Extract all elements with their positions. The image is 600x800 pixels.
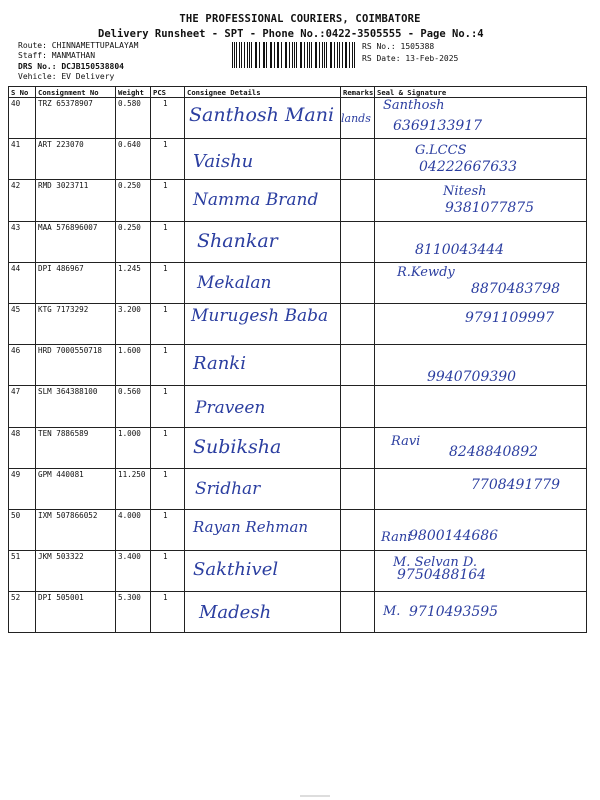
col-header: PCS bbox=[151, 87, 185, 98]
pcs-value: 1 bbox=[151, 468, 185, 509]
consignment-number: JKM 503322 bbox=[36, 551, 116, 592]
pcs-value: 1 bbox=[151, 180, 185, 221]
seal-signature-cell bbox=[375, 139, 587, 180]
weight-value: 1.600 bbox=[116, 345, 151, 386]
barcode-bar bbox=[296, 42, 297, 68]
weight-value: 0.640 bbox=[116, 139, 151, 180]
pcs-value: 1 bbox=[151, 221, 185, 262]
remarks-cell bbox=[341, 98, 375, 139]
serial-number: 51 bbox=[9, 551, 36, 592]
table-row bbox=[9, 139, 587, 180]
receiver-signature: Nitesh bbox=[443, 184, 487, 200]
seal-signature-cell bbox=[375, 98, 587, 139]
barcode-bar bbox=[304, 42, 305, 68]
barcode-bar bbox=[241, 42, 242, 68]
consignment-number: DPI 486967 bbox=[36, 262, 116, 303]
col-header: Consignment No bbox=[36, 87, 116, 98]
consignment-number: TRZ 65378907 bbox=[36, 98, 116, 139]
weight-value: 0.250 bbox=[116, 221, 151, 262]
receiver-signature: M. bbox=[383, 604, 401, 620]
barcode-bar bbox=[322, 42, 323, 68]
consignment-number: TEN 7886589 bbox=[36, 427, 116, 468]
consignee-signature: Mekalan bbox=[197, 272, 272, 293]
remarks-cell bbox=[341, 386, 375, 427]
serial-number: 49 bbox=[9, 468, 36, 509]
barcode-bar bbox=[251, 42, 252, 68]
consignee-signature: Praveen bbox=[195, 398, 266, 419]
barcode bbox=[232, 42, 356, 68]
rs-date: RS Date: 13-Feb-2025 bbox=[362, 54, 459, 63]
seal-signature-cell bbox=[375, 180, 587, 221]
barcode-bar bbox=[337, 42, 338, 68]
seal-signature-cell bbox=[375, 468, 587, 509]
weight-value: 3.400 bbox=[116, 551, 151, 592]
receiver-phone: 8870483798 bbox=[471, 280, 561, 297]
remarks-cell bbox=[341, 139, 375, 180]
consignee-cell bbox=[185, 345, 341, 386]
company-title: THE PROFESSIONAL COURIERS, COIMBATORE bbox=[179, 13, 421, 25]
weight-value: 0.250 bbox=[116, 180, 151, 221]
weight-value: 0.580 bbox=[116, 98, 151, 139]
consignment-number: RMD 3023711 bbox=[36, 180, 116, 221]
remarks-cell bbox=[341, 262, 375, 303]
seal-signature-cell bbox=[375, 386, 587, 427]
receiver-signature: Rani bbox=[381, 529, 412, 545]
pcs-value: 1 bbox=[151, 551, 185, 592]
consignee-signature: Sakthivel bbox=[193, 559, 279, 581]
pcs-value: 1 bbox=[151, 303, 185, 344]
consignee-cell bbox=[185, 427, 341, 468]
consignment-number: GPM 440081 bbox=[36, 468, 116, 509]
route-label: Route: CHINNAMETTUPALAYAM bbox=[18, 41, 139, 50]
receiver-phone: 04222667633 bbox=[419, 159, 517, 176]
consignment-number: SLM 364388100 bbox=[36, 386, 116, 427]
consignment-number: DPI 505001 bbox=[36, 592, 116, 633]
consignment-number: KTG 7173292 bbox=[36, 303, 116, 344]
consignee-cell bbox=[185, 180, 341, 221]
barcode-bar bbox=[266, 42, 267, 68]
consignee-cell bbox=[185, 386, 341, 427]
receiver-phone: 9940709390 bbox=[427, 369, 517, 386]
table-row bbox=[9, 427, 587, 468]
consignee-signature: Ranki bbox=[193, 353, 246, 375]
remarks-cell bbox=[341, 468, 375, 509]
seal-signature-cell bbox=[375, 345, 587, 386]
remarks-cell bbox=[341, 303, 375, 344]
consignee-signature: Santhosh Mani bbox=[189, 104, 335, 126]
consignee-signature: Rayan Rehman bbox=[193, 517, 309, 536]
consignee-cell bbox=[185, 98, 341, 139]
runsheet-subtitle: Delivery Runsheet - SPT - Phone No.:0422-3505555 - Page No.:4 bbox=[98, 28, 484, 40]
receiver-phone: 9710493595 bbox=[409, 604, 499, 621]
consignee-signature: Sridhar bbox=[195, 478, 261, 499]
pcs-value: 1 bbox=[151, 345, 185, 386]
consignee-cell bbox=[185, 468, 341, 509]
weight-value: 0.560 bbox=[116, 386, 151, 427]
barcode-bar bbox=[316, 42, 317, 68]
pcs-value: 1 bbox=[151, 509, 185, 550]
receiver-signature: R.Kewdy bbox=[397, 264, 455, 280]
remarks-cell bbox=[341, 221, 375, 262]
consignment-number: HRD 7000550718 bbox=[36, 345, 116, 386]
col-header: Weight bbox=[116, 87, 151, 98]
receiver-phone: 8248840892 bbox=[449, 443, 539, 460]
table-row bbox=[9, 262, 587, 303]
consignment-number: ART 223070 bbox=[36, 139, 116, 180]
consignee-cell bbox=[185, 509, 341, 550]
pcs-value: 1 bbox=[151, 262, 185, 303]
seal-signature-cell bbox=[375, 551, 587, 592]
consignee-cell bbox=[185, 551, 341, 592]
barcode-bar bbox=[330, 42, 331, 68]
serial-number: 40 bbox=[9, 98, 36, 139]
barcode-bar bbox=[259, 42, 260, 68]
weight-value: 11.250 bbox=[116, 468, 151, 509]
table-row bbox=[9, 180, 587, 221]
pcs-value: 1 bbox=[151, 592, 185, 633]
consignee-signature: Madesh bbox=[199, 602, 272, 624]
serial-number: 47 bbox=[9, 386, 36, 427]
remarks-cell bbox=[341, 551, 375, 592]
consignee-cell bbox=[185, 592, 341, 633]
receiver-phone: 9750488164 bbox=[397, 567, 487, 584]
remarks-cell bbox=[341, 592, 375, 633]
serial-number: 46 bbox=[9, 345, 36, 386]
seal-signature-cell bbox=[375, 221, 587, 262]
col-header: Consignee Details bbox=[185, 87, 341, 98]
seal-signature-cell bbox=[375, 509, 587, 550]
col-header: S No bbox=[9, 87, 36, 98]
serial-number: 44 bbox=[9, 262, 36, 303]
serial-number: 48 bbox=[9, 427, 36, 468]
consignee-signature: Namma Brand bbox=[193, 190, 319, 211]
barcode-bar bbox=[307, 42, 308, 68]
serial-number: 41 bbox=[9, 139, 36, 180]
consignee-cell bbox=[185, 221, 341, 262]
serial-number: 45 bbox=[9, 303, 36, 344]
table-row bbox=[9, 221, 587, 262]
consignee-cell bbox=[185, 139, 341, 180]
remarks-cell bbox=[341, 345, 375, 386]
weight-value: 1.245 bbox=[116, 262, 151, 303]
pcs-value: 1 bbox=[151, 427, 185, 468]
receiver-phone: 8110043444 bbox=[415, 241, 505, 258]
weight-value: 3.200 bbox=[116, 303, 151, 344]
weight-value: 4.000 bbox=[116, 509, 151, 550]
barcode-bar bbox=[346, 42, 347, 68]
barcode-bar bbox=[292, 42, 293, 68]
weight-value: 1.000 bbox=[116, 427, 151, 468]
remarks-cell bbox=[341, 427, 375, 468]
remarks-text: lands bbox=[341, 112, 371, 125]
seal-signature-cell bbox=[375, 592, 587, 633]
barcode-bar bbox=[281, 42, 282, 68]
vehicle-label: Vehicle: EV Delivery bbox=[18, 72, 115, 81]
consignee-signature: Murugesh Baba bbox=[191, 305, 329, 326]
pcs-value: 1 bbox=[151, 386, 185, 427]
seal-signature-cell bbox=[375, 262, 587, 303]
barcode-bar bbox=[255, 42, 256, 68]
receiver-signature: Ravi bbox=[391, 433, 421, 449]
consignment-number: MAA 576896007 bbox=[36, 221, 116, 262]
col-header: Remarks bbox=[341, 87, 375, 98]
barcode-bar bbox=[278, 42, 279, 68]
serial-number: 43 bbox=[9, 221, 36, 262]
rs-number: RS No.: 1505388 bbox=[362, 42, 435, 51]
consignee-signature: Shankar bbox=[197, 229, 278, 252]
consignee-cell bbox=[185, 262, 341, 303]
table-row bbox=[9, 345, 587, 386]
remarks-cell bbox=[341, 509, 375, 550]
receiver-phone: 6369133917 bbox=[393, 118, 483, 134]
consignee-cell bbox=[185, 303, 341, 344]
barcode-bar bbox=[339, 42, 340, 68]
barcode-bar bbox=[239, 42, 240, 68]
table-row bbox=[9, 509, 587, 550]
table-row bbox=[9, 468, 587, 509]
table-row bbox=[9, 592, 587, 633]
col-header: Seal & Signature bbox=[375, 87, 587, 98]
seal-signature-cell bbox=[375, 427, 587, 468]
receiver-signature: Santhosh bbox=[383, 98, 445, 113]
weight-value: 5.300 bbox=[116, 592, 151, 633]
receiver-phone: 9800144686 bbox=[409, 527, 499, 544]
serial-number: 50 bbox=[9, 509, 36, 550]
drs-number: DRS No.: DCJB150538804 bbox=[18, 62, 124, 71]
receiver-phone: 9381077875 bbox=[445, 200, 535, 217]
remarks-cell bbox=[341, 180, 375, 221]
consignee-signature: Vaishu bbox=[193, 151, 254, 173]
barcode-bar bbox=[274, 42, 275, 68]
page-edge-mark bbox=[300, 795, 330, 797]
consignment-number: IXM 507866052 bbox=[36, 509, 116, 550]
table-row bbox=[9, 386, 587, 427]
table-row bbox=[9, 98, 587, 139]
serial-number: 52 bbox=[9, 592, 36, 633]
table-row bbox=[9, 551, 587, 592]
receiver-signature: G.LCCS bbox=[415, 143, 467, 159]
receiver-phone: 7708491779 bbox=[471, 476, 561, 493]
seal-signature-cell bbox=[375, 303, 587, 344]
barcode-bar bbox=[354, 42, 355, 68]
serial-number: 42 bbox=[9, 180, 36, 221]
table-row bbox=[9, 303, 587, 344]
receiver-phone: 9791109997 bbox=[465, 309, 555, 326]
consignee-signature: Subiksha bbox=[193, 435, 282, 458]
barcode-bar bbox=[232, 42, 233, 68]
receiver-signature: M. Selvan D. bbox=[393, 555, 478, 571]
table-header-row bbox=[9, 87, 587, 98]
staff-label: Staff: MANMATHAN bbox=[18, 51, 96, 60]
runsheet-table bbox=[8, 86, 587, 633]
pcs-value: 1 bbox=[151, 139, 185, 180]
pcs-value: 1 bbox=[151, 98, 185, 139]
